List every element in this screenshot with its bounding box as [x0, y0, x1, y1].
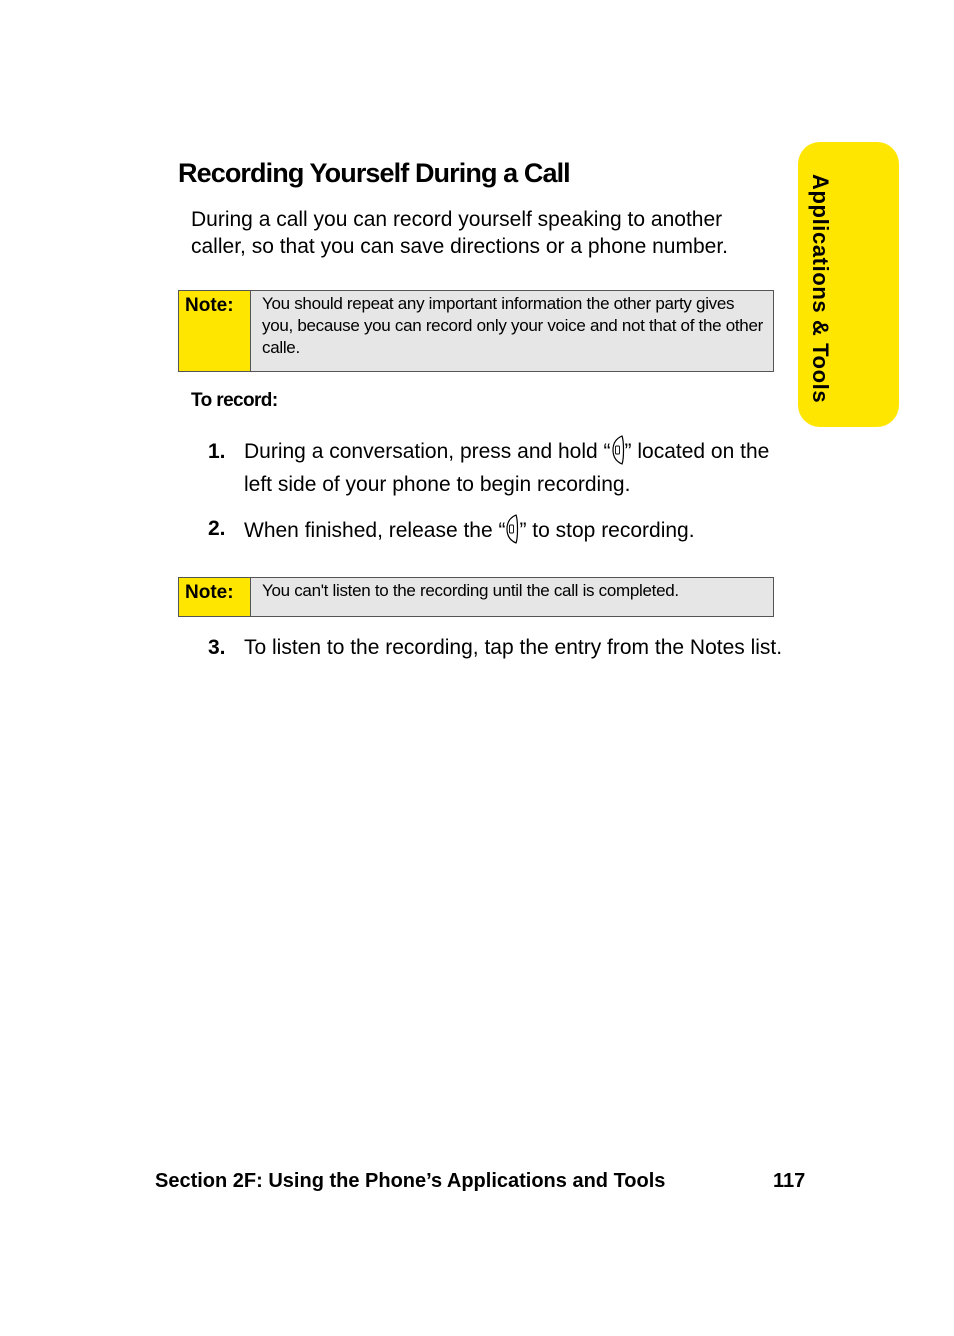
side-voice-key-icon [505, 514, 519, 544]
note-box [178, 577, 774, 617]
step-text-after: ” located on the left side of your phone to begin recording. [244, 440, 770, 496]
step-number: 1. [208, 440, 226, 463]
step-item [208, 634, 783, 662]
step-item [208, 435, 783, 501]
footer-section-title: Section 2F: Using the Phone’s Applications and Tools [155, 1170, 666, 1192]
note-label: Note: [179, 291, 251, 371]
step-text [244, 514, 783, 546]
note-label: Note: [179, 578, 251, 616]
step-item [208, 514, 783, 546]
note-text: You can't listen to the recording until the call is completed. [262, 581, 679, 600]
step-text-before: During a conversation, press and hold “ [244, 440, 611, 463]
side-tab-label: Applications & Tools [808, 174, 833, 404]
intro-paragraph: During a call you can record yourself speaking to another caller, so that you can save directions or a phone number. [191, 208, 728, 258]
step-number: 2. [208, 517, 226, 540]
step-text: To listen to the recording, tap the entry from the Notes list. [244, 636, 783, 659]
section-side-tab [798, 142, 899, 427]
step-text [244, 435, 783, 501]
note-text: You should repeat any important information the other party gives you, because you can record only your voice and not that of the other calle. [262, 294, 763, 357]
page-number: 117 [773, 1170, 806, 1192]
step-text-after: ” to stop recording. [519, 519, 695, 542]
step-number: 3. [208, 636, 226, 659]
page-title: Recording Yourself During a Call [178, 158, 570, 188]
to-record-heading: To record: [191, 390, 278, 411]
side-voice-key-icon [611, 435, 625, 465]
note-box [178, 290, 774, 372]
step-text-before: When finished, release the “ [244, 519, 506, 542]
